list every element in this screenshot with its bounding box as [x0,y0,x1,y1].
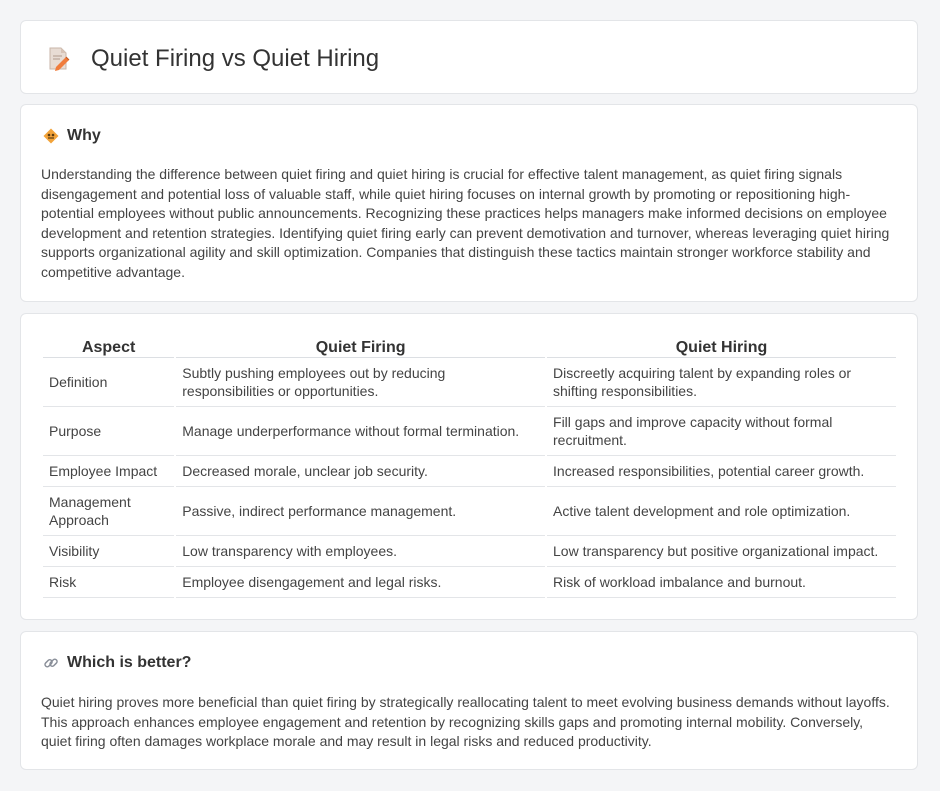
row-quiet-hiring: Active talent development and role optimization. [547,487,896,536]
row-quiet-firing: Decreased morale, unclear job security. [176,456,545,487]
row-aspect: Management Approach [43,487,174,536]
better-heading [43,654,191,672]
table-row [43,456,896,487]
row-aspect: Definition [43,358,174,407]
table-row [43,536,896,567]
row-quiet-firing: Subtly pushing employees out by reducing responsibilities or opportunities. [176,358,545,407]
why-section [20,104,918,302]
row-quiet-firing: Low transparency with employees. [176,536,545,567]
header-quiet-hiring: Quiet Hiring [547,336,896,358]
page-title: Quiet Firing vs Quiet Hiring [91,45,380,72]
why-heading [43,127,101,145]
row-quiet-hiring: Low transparency but positive organizational impact. [547,536,896,567]
comparison-section [20,313,918,620]
table-row [43,358,896,407]
row-aspect: Risk [43,567,174,598]
row-quiet-firing: Employee disengagement and legal risks. [176,567,545,598]
row-quiet-hiring: Fill gaps and improve capacity without formal recruitment. [547,407,896,456]
better-body: Quiet hiring proves more beneficial than quiet firing by strategically reallocating talent to meet evolving business demands without layoffs. This approach enhances employee engagement and retention by recognizing skills gaps and promoting internal mobility. Conversely, quiet firing often damages workplace morale and may result in legal risks and reduced productivity. [41,694,890,749]
header-aspect: Aspect [43,336,174,358]
link-icon [43,655,59,671]
diamond-warning-icon [43,128,59,144]
row-quiet-hiring: Discreetly acquiring talent by expanding roles or shifting responsibilities. [547,358,896,407]
row-quiet-hiring: Risk of workload imbalance and burnout. [547,567,896,598]
why-title: Why [67,127,101,144]
table-header-row [43,336,896,358]
row-aspect: Visibility [43,536,174,567]
row-quiet-hiring: Increased responsibilities, potential career growth. [547,456,896,487]
table-row [43,407,896,456]
row-aspect: Employee Impact [43,456,174,487]
row-quiet-firing: Manage underperformance without formal termination. [176,407,545,456]
better-section [20,631,918,770]
title-card [20,20,918,94]
row-aspect: Purpose [43,407,174,456]
row-quiet-firing: Passive, indirect performance management. [176,487,545,536]
table-row [43,487,896,536]
document-pencil-icon [47,46,71,72]
comparison-table [41,336,898,598]
header-quiet-firing: Quiet Firing [176,336,545,358]
table-row [43,567,896,598]
why-body: Understanding the difference between quiet firing and quiet hiring is crucial for effective talent management, as quiet firing signals disengagement and potential loss of valuable staff, while quiet hiring focuses on internal growth by promoting or repositioning high-potential employees without public announcements. Recognizing these practices helps managers make informed decisions on employee development and retention strategies. Identifying quiet firing early can prevent demotivation and turnover, whereas leveraging quiet hiring supports organizational agility and skill optimization. Companies that distinguish these tactics maintain stronger workforce stability and competitive advantage. [41,166,890,280]
better-title: Which is better? [67,654,192,671]
title-row [47,45,379,73]
